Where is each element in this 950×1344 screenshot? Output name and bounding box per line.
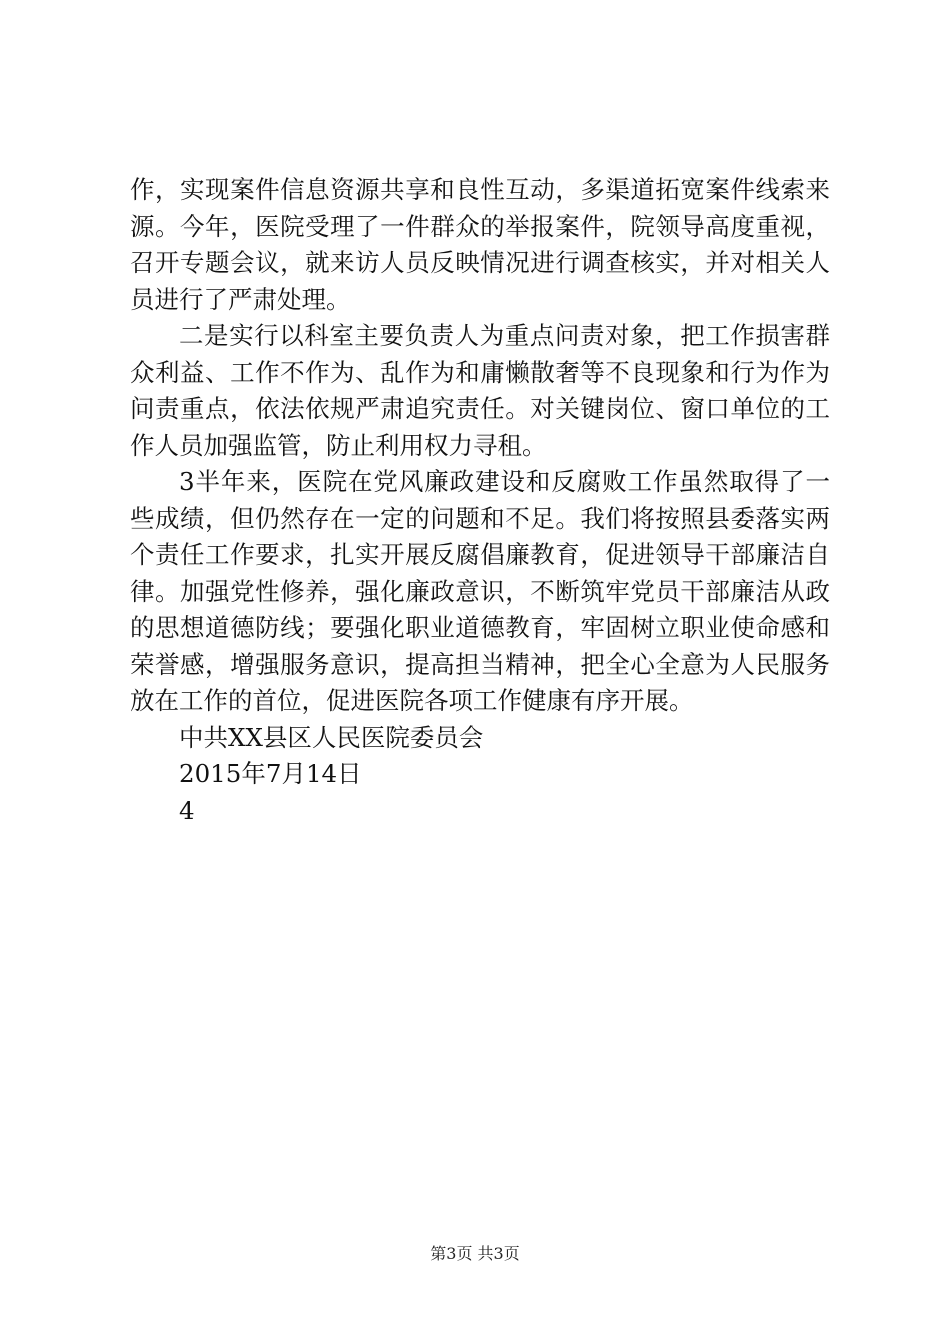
signature-date: 2015年7月14日 bbox=[179, 759, 362, 788]
signature-organization: 中共XX县区人民医院委员会 bbox=[179, 722, 484, 752]
paragraph-accountability: 二是实行以科室主要负责人为重点问责对象，把工作损害群众利益、工作不作为、乱作为和庸懒散奢等不良现象和行为作为问责重点，依法依规严肃追究责任。对关键岗位、窗口单位的工作人员加强监管，防止利用权力寻租。 bbox=[130, 321, 830, 460]
paragraph-continuation: 作，实现案件信息资源共享和良性互动，多渠道拓宽案件线索来源。今年，医院受理了一件群众的举报案件，院领导高度重视，召开专题会议，就来访人员反映情况进行调查核实，并对相关人员进行了严肃处理。 bbox=[130, 175, 830, 314]
trailing-number: 4 bbox=[179, 795, 195, 825]
page-footer bbox=[0, 1243, 950, 1265]
paragraph-conclusion: 3半年来，医院在党风廉政建设和反腐败工作虽然取得了一些成绩，但仍然存在一定的问题和不足。我们将按照县委落实两个责任工作要求，扎实开展反腐倡廉教育，促进领导干部廉洁自律。加强党性修养，强化廉政意识，不断筑牢党员干部廉洁从政的思想道德防线；要强化职业道德教育，牢固树立职业使命感和荣誉感，增强服务意识，提高担当精神，把全心全意为人民服务放在工作的首位，促进医院各项工作健康有序开展。 bbox=[130, 467, 830, 715]
document-body bbox=[130, 172, 830, 829]
page-number-label: 第3页 共3页 bbox=[430, 1244, 520, 1263]
